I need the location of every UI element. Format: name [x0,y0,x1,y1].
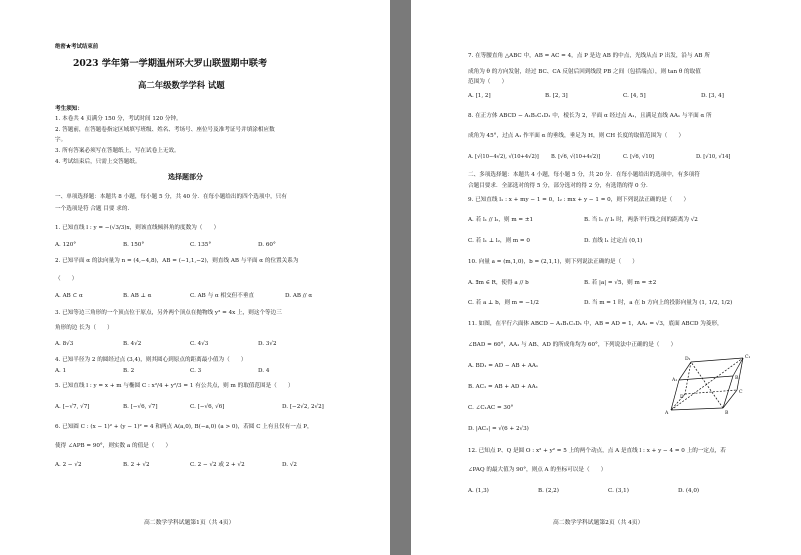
q8-option-c: C. [√6, √10] [623,154,654,160]
question-12: 12. 已知点 P、Q 是圆 O : x² + y² = 5 上的两个动点，点 A 是直线 l : x + y − 4 = 0 上的一定点，若 [468,448,726,454]
question-3-cont: 角形的边 长为（ ） [55,325,113,331]
q12-option-d: D. (4,0) [678,488,700,494]
q10-option-d: D. 当 m = 1 时，a 在 b 方向上的投影向量为 (1, 1/2, 1/2) [584,300,733,306]
question-10: 10. 向量 a = (m,1,0)，b = (2,1,1)，则下列说法正确的是（ ） [468,259,638,265]
q9-option-c: C. 若 l₁ ⊥ l₂，则 m = 0 [468,238,530,244]
question-9: 9. 已知直线 l₁ : x + my − 1 = 0，l₂ : mx + y − 1 = 0，则下列说法正确的是（ ） [468,197,690,203]
q11-option-c: C. ∠C₁AC = 30° [468,405,514,411]
vertex-label: D [680,395,684,400]
q5-option-a: A. [−√7, √7] [55,404,90,410]
q4-option-b: B. 2 [123,368,135,374]
notice-line: 字。 [55,137,67,143]
vertex-label: C₁ [745,355,751,360]
q11-option-d: D. |AC₁| = √(6 + 2√3) [468,426,529,432]
notice-title: 考生须知： [55,106,83,112]
q1-option-c: C. 135° [190,242,212,248]
question-7: 7. 在等腰直角 △ABC 中，AB = AC = 4，点 P 是边 AB 的中点，光线从点 P 出发，沿与 AB 所 [468,53,710,59]
q3-option-a: A. 8√3 [55,341,74,347]
q11-option-b: B. AC₁ = AB + AD + AA₁ [468,384,538,390]
q10-option-c: C. 若 a ⊥ b，则 m = −1/2 [468,300,539,306]
q9-option-d: D. 直线 l₁ 过定点 (0,1) [584,238,643,244]
q12-option-b: B. (2,2) [538,488,559,494]
q12-option-c: C. (3,1) [608,488,629,494]
question-3: 3. 已知等边三角形的一个顶点位于原点，另外两个顶点在抛物线 y² = 4x 上，则这个等边三 [55,310,282,316]
q2-option-c: C. AB 与 α 相交但不垂直 [190,293,255,299]
q2-option-b: B. AB ⊥ α [123,293,152,299]
vertex-label: B₁ [735,376,741,381]
q1-option-b: B. 150° [123,242,145,248]
q2-option-a: A. AB ⊂ α [55,293,83,299]
q7-option-d: D. [3, 4] [701,93,724,99]
q5-option-b: B. [−√6, √7] [123,404,158,410]
q4-option-d: D. 4 [258,368,270,374]
q3-option-c: C. 4√3 [190,341,209,347]
q6-option-d: D. √2 [282,462,297,468]
question-7-cont: 范围为（ ） [468,79,508,85]
q1-option-a: A. 120° [55,242,77,248]
q12-option-a: A. (1,3) [468,488,489,494]
question-1: 1. 已知直线 l : y = −(√3/3)x，则该直线倾斜角的度数为（ ） [55,225,220,231]
q5-option-c: C. [−√6, √6] [190,404,225,410]
question-8-cont: 成角为 45°，过点 A₁ 作平面 α 的垂线，垂足为 H，则 CH 长度的取值范围为（ ） [468,133,685,139]
q7-option-c: C. [4, 5] [623,93,646,99]
q1-option-d: D. 60° [258,242,276,248]
part-instructions: 一、单项选择题：本题共 8 小题，每小题 5 分，共 40 分．在每小题给出的四个选项中，只有 [55,194,287,200]
q5-option-d: D. [−2√2, 2√2] [282,404,324,410]
q11-option-a: A. BD₁ = AD − AB + AA₁ [468,363,539,369]
exam-page-1 [0,0,390,555]
vertex-label: B [725,411,729,416]
q3-option-b: B. 4√2 [123,341,142,347]
notice-line: 2. 答题前，在答题卷指定区域填写班级、姓名、考场号、座位号及准考证号并填涂相应数 [55,127,275,133]
question-8: 8. 在正方体 ABCD − A₁B₁C₁D₁ 中，棱长为 2，平面 α 经过点 A₁，且满足直线 AA₁ 与平面 α 所 [468,113,712,119]
vertex-label: C [739,390,743,395]
q7-option-b: B. [2, 3] [545,93,568,99]
section-heading: 选择题部分 [168,172,203,181]
page-footer: 高二数学学科试题第2页（共 4页） [553,520,644,526]
question-4: 4. 已知半径为 2 的圆经过点 (3,4)，则其圆心到原点的距离最小值为（ ） [55,357,247,363]
part-instructions: 合题目要求．全部选对的得 5 分，部分选对的得 2 分，有选错的得 0 分． [468,183,652,189]
q10-option-a: A. ∃m ∈ R，使得 a // b [468,280,529,286]
exam-title: 2023 学年第一学期温州环大罗山联盟期中联考 [73,58,268,69]
vertex-label: A₁ [672,378,678,383]
exam-page-2 [411,0,801,555]
page-footer: 高二数学学科试题第1页（共 4页） [144,520,235,526]
part-instructions: 一个选项是符 合题 目要 求的． [55,206,134,212]
secret-label: 绝密★考试结束前 [55,44,99,50]
q6-option-b: B. 2 + √2 [123,462,150,468]
notice-line: 4. 考试结束后，只需上交答题纸。 [55,159,141,165]
question-12-cont: ∠PAQ 的最大值为 90°，则点 A 的坐标可以是（ ） [468,467,607,473]
q9-option-b: B. 当 l₁ // l₂ 时，两条平行线之间的距离为 √2 [584,217,698,223]
q4-option-c: C. 3 [190,368,202,374]
question-7-cont: 成角为 θ 的方向发射，经过 BC、CA 反射后回到线段 PB 之间（包括端点），则 tan θ 的取值 [468,69,701,75]
q4-option-a: A. 1 [55,368,67,374]
question-6: 6. 已知圆 C : (x − 1)² + (y − 1)² = 4 和两点 A(a,0), B(−a,0) (a > 0)，若圆 C 上有且仅有一点 P， [55,424,313,430]
q6-option-c: C. 2 − √2 或 2 + √2 [190,462,245,468]
notice-line: 1. 本卷共 4 页满分 150 分，考试时间 120 分钟。 [55,116,182,122]
q2-paren: （ ） [55,276,78,282]
question-11: 11. 如图，在平行六面体 ABCD − A₁B₁C₁D₁ 中，AB = AD = 1，AA₁ = √3，底面 ABCD 为菱形， [468,321,723,327]
q2-option-d: D. AB // α [285,293,313,299]
parallelepiped-figure [661,352,756,417]
part-instructions: 二、多项选择题：本题共 4 小题，每小题 5 分，共 20 分．在每小题给出的选项中，有多项符 [468,172,700,178]
question-11-cont: ∠BAD = 60°，AA₁ 与 AB、AD 的所成角均为 60°，下列说法中正确的是（ ） [468,342,677,348]
exam-subtitle: 高二年级数学学科 试题 [138,80,225,90]
question-2: 2. 已知平面 α 的法向量为 n = (4,−4,8)，AB = (−1,1,−2)，则直线 AB 与平面 α 的位置关系为 [55,258,299,264]
q10-option-b: B. 若 |a| = √5，则 m = ±2 [584,280,657,286]
vertex-label: D₁ [685,357,691,362]
q3-option-d: D. 3√2 [258,341,277,347]
question-5: 5. 已知直线 l : y = x + m 与椭圆 C : x²/4 + y²/3 = 1 有公共点，则 m 的取值范围是（ ） [55,383,294,389]
q6-option-a: A. 2 − √2 [55,462,82,468]
q8-option-a: A. [√(10−4√2), √(10+4√2)] [468,154,539,160]
q8-option-b: B. [√6, √(10+4√2)] [551,154,601,160]
q7-option-a: A. [1, 2] [468,93,491,99]
vertex-label: A [665,411,669,416]
notice-line: 3. 所有答案必须写在答题纸上，写在试卷上无效。 [55,148,180,154]
q8-option-d: D. [√10, √14] [696,154,731,160]
question-6-cont: 使得 ∠APB = 90°，则实数 a 的值是（ ） [55,443,172,449]
q9-option-a: A. 若 l₁ // l₂，则 m = ±1 [468,217,534,223]
